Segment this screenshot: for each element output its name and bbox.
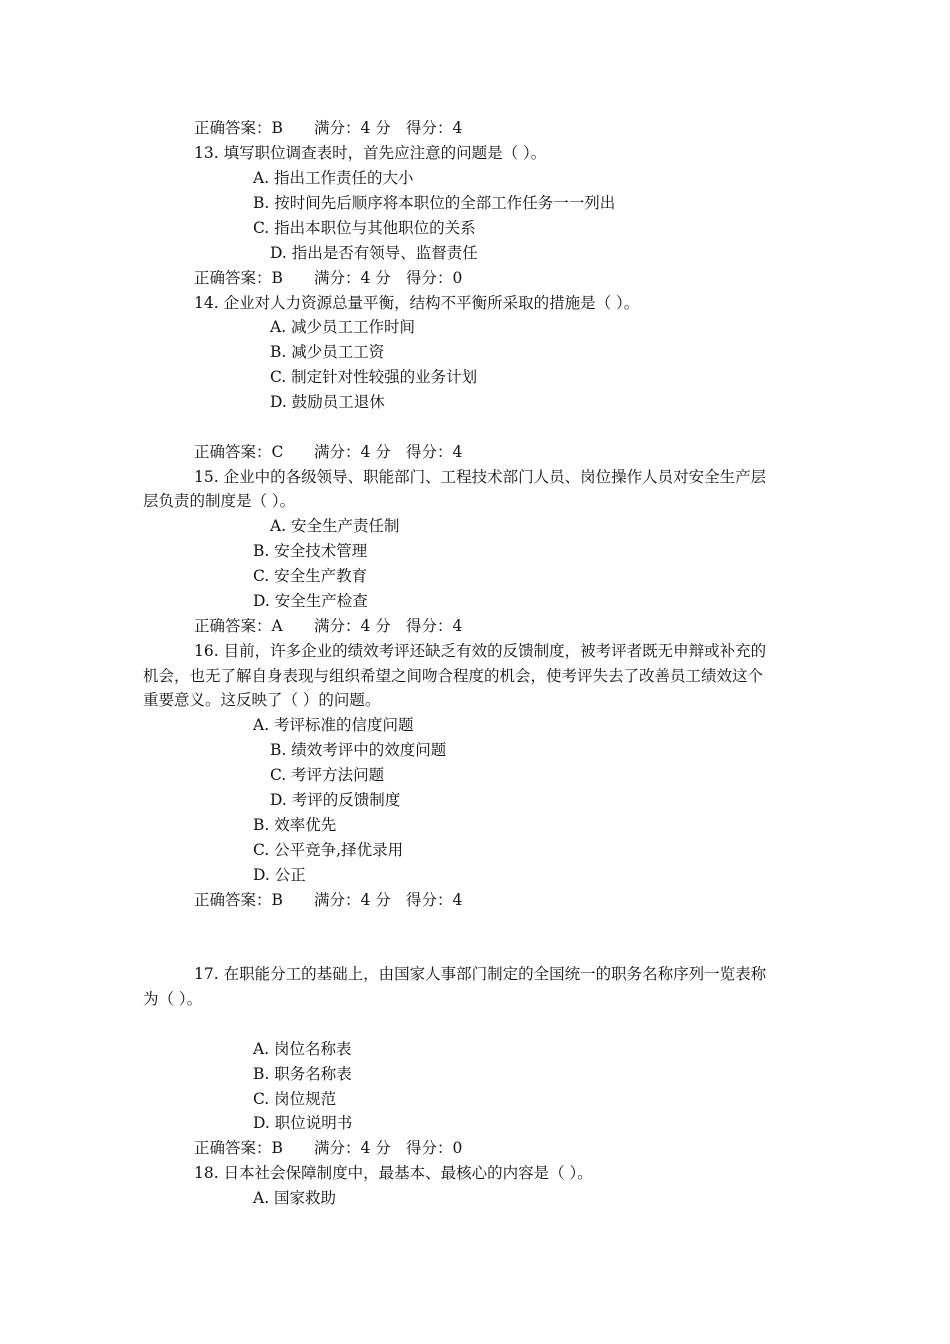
option: C. 制定针对性较强的业务计划	[270, 368, 478, 386]
option: D. 指出是否有领导、监督责任	[270, 244, 478, 262]
option: B. 效率优先	[253, 816, 337, 834]
answer-line-q17	[194, 1138, 462, 1158]
full-score: 满分：4 分	[314, 119, 391, 137]
option: D. 鼓励员工退休	[270, 393, 385, 411]
question-16: 16. 目前，许多企业的绩效考评还缺乏有效的反馈制度，被考评者既无申辩或补充的	[194, 642, 767, 660]
option: C. 岗位规范	[253, 1090, 337, 1108]
question-15: 15. 企业中的各级领导、职能部门、工程技术部门人员、岗位操作人员对安全生产层	[194, 468, 767, 486]
obtained-score: 得分：4	[406, 617, 463, 635]
option: B. 安全技术管理	[253, 542, 368, 560]
option: A. 考评标准的信度问题	[253, 716, 414, 734]
option: B. 职务名称表	[253, 1065, 352, 1083]
correct-answer: 正确答案：B	[194, 891, 283, 909]
option: B. 绩效考评中的效度问题	[270, 741, 447, 759]
answer-line-q16	[194, 890, 462, 910]
obtained-score: 得分：0	[406, 1139, 463, 1157]
correct-answer: 正确答案：B	[194, 119, 283, 137]
option: C. 公平竞争,择优录用	[253, 841, 404, 859]
option: D. 职位说明书	[253, 1114, 353, 1132]
answer-line-q13	[194, 268, 462, 288]
question-17: 17. 在职能分工的基础上，由国家人事部门制定的全国统一的职务名称序列一览表称	[194, 965, 767, 983]
question-13: 13. 填写职位调查表时，首先应注意的问题是（ ）。	[194, 144, 547, 162]
option: A. 指出工作责任的大小	[253, 169, 414, 187]
answer-line-q14	[194, 442, 462, 462]
question-15-cont: 层负责的制度是（ ）。	[143, 492, 296, 510]
full-score: 满分：4 分	[314, 891, 391, 909]
correct-answer: 正确答案：C	[194, 443, 284, 461]
option: A. 岗位名称表	[253, 1040, 352, 1058]
answer-line-q12	[194, 118, 462, 138]
full-score: 满分：4 分	[314, 443, 391, 461]
obtained-score: 得分：4	[406, 119, 463, 137]
option: C. 指出本职位与其他职位的关系	[253, 219, 476, 237]
full-score: 满分：4 分	[314, 1139, 391, 1157]
option: B. 减少员工工资	[270, 343, 385, 361]
option: B. 按时间先后顺序将本职位的全部工作任务一一列出	[253, 194, 616, 212]
obtained-score: 得分：4	[406, 891, 463, 909]
option: A. 国家救助	[253, 1189, 337, 1207]
full-score: 满分：4 分	[314, 269, 391, 287]
question-17-cont: 为（ ）。	[143, 990, 203, 1008]
option: C. 考评方法问题	[270, 766, 385, 784]
correct-answer: 正确答案：A	[194, 617, 283, 635]
full-score: 满分：4 分	[314, 617, 391, 635]
obtained-score: 得分：0	[406, 269, 463, 287]
option: C. 安全生产教育	[253, 567, 368, 585]
option: D. 安全生产检查	[253, 592, 368, 610]
option: A. 减少员工工作时间	[270, 318, 416, 336]
option: D. 考评的反馈制度	[270, 791, 401, 809]
option: A. 安全生产责任制	[270, 517, 400, 535]
correct-answer: 正确答案：B	[194, 269, 283, 287]
obtained-score: 得分：4	[406, 443, 463, 461]
question-14: 14. 企业对人力资源总量平衡，结构不平衡所采取的措施是（ ）。	[194, 294, 640, 312]
question-16-cont: 机会，也无了解自身表现与组织希望之间吻合程度的机会，使考评失去了改善员工绩效这个	[143, 667, 764, 685]
correct-answer: 正确答案：B	[194, 1139, 283, 1157]
question-18: 18. 日本社会保障制度中，最基本、最核心的内容是（ ）。	[194, 1164, 593, 1182]
answer-line-q15	[194, 616, 462, 636]
question-16-cont: 重要意义。这反映了（ ）的问题。	[143, 691, 381, 709]
option: D. 公正	[253, 866, 306, 884]
